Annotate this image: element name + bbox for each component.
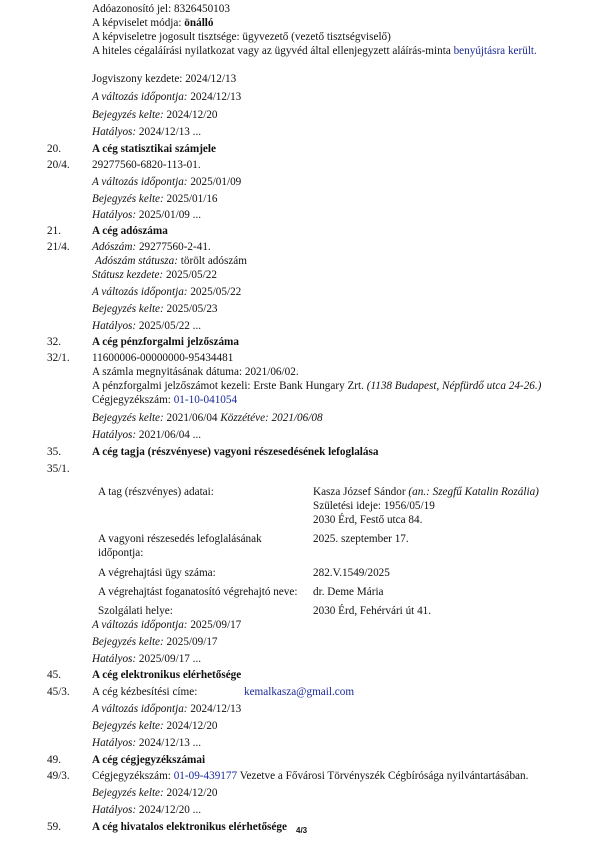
section-number: 45. <box>47 669 61 681</box>
bailiff-value: dr. Deme Mária <box>313 586 384 598</box>
entry-value: 2021/06/04 <box>163 412 221 424</box>
member-label: A tag (részvényes) adatai: <box>98 486 214 498</box>
company-reg-number <box>92 770 528 783</box>
section-number: 21. <box>47 225 61 237</box>
status-label: Adószám státusza: <box>95 255 178 267</box>
member-mother-name: (an.: Szegfű Katalin Rozália) <box>408 486 539 498</box>
reg-label: Cégjegyzékszám: <box>92 770 174 782</box>
legal-start: Jogviszony kezdete: 2024/12/13 <box>92 73 237 85</box>
change-date <box>92 703 241 716</box>
subsection-number: 35/1. <box>47 463 70 475</box>
entry-date <box>92 720 218 733</box>
status-value: törölt adószám <box>177 255 247 267</box>
seizure-date-label-cont: időpontja: <box>98 547 144 559</box>
signature-link[interactable]: benyújtásra került. <box>453 45 537 57</box>
representation-mode <box>92 17 214 30</box>
change-label: A változás időpontja: <box>92 91 188 103</box>
section-title: A cég cégjegyzékszámai <box>92 754 206 766</box>
tax-label: Adószám: <box>92 241 137 253</box>
reg-link[interactable]: 01-09-439177 <box>173 770 238 782</box>
change-label: A változás időpontja: <box>92 619 188 631</box>
seizure-date-label: A vagyoni részesedés lefoglalásának <box>98 533 262 545</box>
valid-label: Hatályos: <box>92 429 137 441</box>
account-number: 11600006-00000000-95434481 <box>92 352 234 364</box>
case-number-value: 282.V.1549/2025 <box>313 567 390 579</box>
seizure-date-value: 2025. szeptember 17. <box>313 533 409 545</box>
office-label: Szolgálati helye: <box>98 605 173 617</box>
case-number-label: A végrehajtási ügy száma: <box>98 567 216 579</box>
entry-label: Bejegyzés kelte: <box>92 412 164 424</box>
valid-value: 2021/06/04 ... <box>136 429 202 441</box>
tax-number <box>92 241 211 254</box>
valid-label: Hatályos: <box>92 126 137 138</box>
section-number: 32. <box>47 336 61 348</box>
valid-date <box>92 804 201 817</box>
bank-address: (1138 Budapest, Népfürdő utca 24-26.) <box>366 380 542 392</box>
reg-court: Vezetve a Fővárosi Törvényszék Cégbírósága nyilvántartásában. <box>237 770 529 782</box>
entry-value: 2024/12/20 <box>163 720 218 732</box>
section-title: A cég tagja (részvényese) vagyoni részesedésének lefoglalása <box>92 446 379 458</box>
valid-label: Hatályos: <box>92 653 137 665</box>
change-value: 2024/12/13 <box>187 91 242 103</box>
valid-value: 2025/01/09 ... <box>136 209 202 221</box>
valid-label: Hatályos: <box>92 737 137 749</box>
entry-date <box>92 787 218 800</box>
valid-date <box>92 429 201 442</box>
change-date <box>92 619 241 632</box>
valid-value: 2024/12/13 ... <box>136 126 202 138</box>
status-start <box>92 269 217 282</box>
tax-id: Adóazonosító jel: 8326450103 <box>92 3 230 15</box>
valid-value: 2024/12/13 ... <box>136 737 202 749</box>
valid-label: Hatályos: <box>92 320 137 332</box>
entry-value: 2025/01/16 <box>163 193 218 205</box>
valid-date <box>92 737 201 750</box>
valid-date <box>92 126 201 139</box>
entry-label: Bejegyzés kelte: <box>92 787 164 799</box>
bank-name: A pénzforgalmi jelzőszámot kezeli: Erste Bank Hungary Zrt. <box>92 380 367 392</box>
entry-date <box>92 412 323 425</box>
rep-mode-value: önálló <box>184 17 214 29</box>
entry-label: Bejegyzés kelte: <box>92 109 164 121</box>
change-label: A változás időpontja: <box>92 286 188 298</box>
bailiff-label: A végrehajtást foganatosító végrehajtó neve: <box>98 586 298 598</box>
entry-date <box>92 303 218 316</box>
status-start-label: Státusz kezdete: <box>92 269 164 281</box>
published-date: Közzétéve: 2021/06/08 <box>220 412 323 424</box>
status-start-value: 2025/05/22 <box>163 269 217 281</box>
section-number: 49. <box>47 754 61 766</box>
account-opened: A számla megnyitásának dátuma: 2021/06/02. <box>92 366 299 378</box>
stat-number: 29277560-6820-113-01. <box>92 159 201 171</box>
change-label: A változás időpontja: <box>92 703 188 715</box>
reg-label: Cégjegyzékszám: <box>92 394 174 406</box>
member-birth: Születési ideje: 1956/05/19 <box>313 500 435 512</box>
entry-date <box>92 636 218 649</box>
valid-date <box>92 209 201 222</box>
section-number: 59. <box>47 821 61 833</box>
entry-label: Bejegyzés kelte: <box>92 720 164 732</box>
entry-label: Bejegyzés kelte: <box>92 193 164 205</box>
subsection-number: 32/1. <box>47 352 70 364</box>
signature-text: A hiteles cégaláírási nyilatkozat vagy az ügyvéd által ellenjegyzett aláírás-minta <box>92 45 454 57</box>
change-date <box>92 176 241 189</box>
entry-value: 2025/05/23 <box>163 303 218 315</box>
section-title: A cég pénzforgalmi jelzőszáma <box>92 336 239 348</box>
representative-position: A képviseletre jogosult tisztsége: ügyvezető (vezető tisztségviselő) <box>92 31 391 43</box>
subsection-number: 49/3. <box>47 770 70 782</box>
change-value: 2025/05/22 <box>187 286 242 298</box>
valid-value: 2025/09/17 ... <box>136 653 202 665</box>
section-title: A cég elektronikus elérhetősége <box>92 669 242 681</box>
member-name-value: Kasza József Sándor <box>313 486 409 498</box>
delivery-email-link[interactable]: kemalkasza@gmail.com <box>244 686 355 698</box>
office-value: 2030 Érd, Fehérvári út 41. <box>313 605 432 617</box>
bank-reg-number <box>92 394 237 407</box>
entry-date <box>92 193 218 206</box>
subsection-number: 21/4. <box>47 241 70 253</box>
change-label: A változás időpontja: <box>92 176 188 188</box>
delivery-address-label: A cég kézbesítési címe: <box>92 686 198 698</box>
entry-date <box>92 109 218 122</box>
section-title: A cég hivatalos elektronikus elérhetősége <box>92 821 287 833</box>
valid-date <box>92 320 201 333</box>
member-address: 2030 Érd, Festő utca 84. <box>313 514 423 526</box>
entry-label: Bejegyzés kelte: <box>92 303 164 315</box>
section-title: A cég statisztikai számjele <box>92 143 216 155</box>
entry-value: 2025/09/17 <box>163 636 218 648</box>
change-date <box>92 91 241 104</box>
valid-value: 2025/05/22 ... <box>136 320 202 332</box>
subsection-number: 45/3. <box>47 686 70 698</box>
tax-value: 29277560-2-41. <box>136 241 211 253</box>
bank-info <box>92 380 541 393</box>
entry-label: Bejegyzés kelte: <box>92 636 164 648</box>
page-number: 4/3 <box>296 826 308 835</box>
signature-statement <box>92 45 537 58</box>
valid-label: Hatályos: <box>92 209 137 221</box>
entry-value: 2024/12/20 <box>163 109 218 121</box>
entry-value: 2024/12/20 <box>163 787 218 799</box>
change-value: 2025/09/17 <box>187 619 242 631</box>
rep-mode-label: A képviselet módja: <box>92 17 185 29</box>
tax-status <box>95 255 247 268</box>
section-number: 20. <box>47 143 61 155</box>
subsection-number: 20/4. <box>47 159 70 171</box>
change-value: 2025/01/09 <box>187 176 242 188</box>
valid-value: 2024/12/20 ... <box>136 804 202 816</box>
section-number: 35. <box>47 446 61 458</box>
member-name <box>313 486 539 499</box>
change-date <box>92 286 241 299</box>
change-value: 2024/12/13 <box>187 703 242 715</box>
section-title: A cég adószáma <box>92 225 168 237</box>
reg-link[interactable]: 01-10-041054 <box>173 394 238 406</box>
valid-label: Hatályos: <box>92 804 137 816</box>
valid-date <box>92 653 201 666</box>
